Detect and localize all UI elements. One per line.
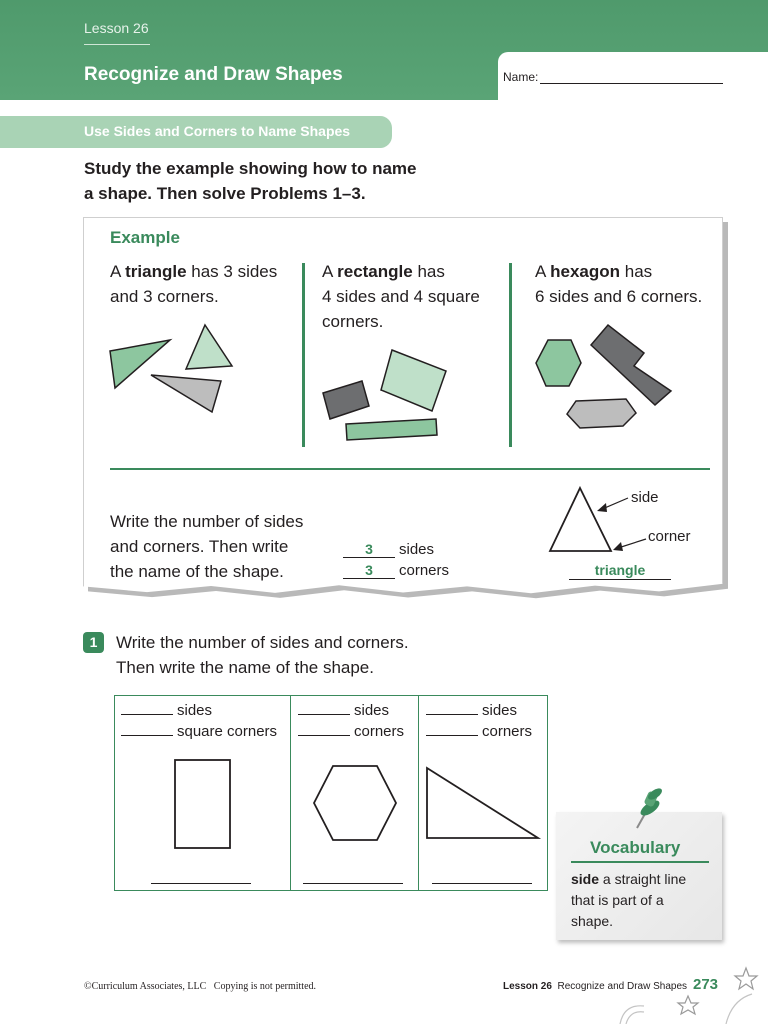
cell1-name-blank[interactable] [151,883,251,884]
problem-triangle-shape [427,768,538,838]
problem-hexagon-shape [314,766,396,840]
example-corners-label: corners [399,562,450,579]
col1-post: has 3 sides [186,262,278,281]
footer-lesson [503,981,687,992]
cell2-sides-label: sides [354,702,390,719]
problem-rectangle-shape [175,760,230,848]
col2-post: has [412,262,445,281]
example-sides-label: sides [399,541,435,558]
example-label: Example [110,228,180,247]
pushpin-icon [628,786,668,836]
page-title: Recognize and Draw Shapes [84,64,343,85]
vocabulary-term: side [571,871,600,887]
problem-1-line-2: Then write the name of the shape. [116,658,374,677]
col3-line2: 6 sides and 6 corners. [535,287,703,306]
cell3-name-blank[interactable] [432,883,532,884]
col2-pre: A [322,262,338,281]
star-icon [706,964,766,1024]
vocabulary-rule [571,861,709,863]
cell1-sides-label: sides [177,702,213,719]
vocabulary-definition [571,869,717,932]
intro-line-2: a shape. Then solve Problems 1–3. [84,184,366,203]
page-number: 273 [693,976,719,993]
vocabulary-title: Vocabulary [590,838,681,857]
term-rectangle: rectangle [337,262,413,281]
definition-line-1: a straight line [599,871,687,887]
cell2-corners-label: corners [354,723,405,740]
write-line-1: Write the number of sides [110,512,304,531]
example-corners-answer: 3 [343,562,395,579]
name-label: Name: [503,70,539,84]
col1-line2: and 3 corners. [110,287,219,306]
cell1-corners-label: square corners [177,723,278,740]
write-line-3: the name of the shape. [110,562,284,581]
definition-line-2: that is part of a [571,892,664,908]
problem-number-badge: 1 [83,632,104,653]
term-triangle: triangle [125,262,187,281]
col2-line3: corners. [322,312,384,331]
term-hexagon: hexagon [550,262,621,281]
cell3-corners-label: corners [482,723,533,740]
definition-line-3: shape. [571,913,614,929]
intro-line-1: Study the example showing how to name [84,159,417,178]
cell3-sides-label: sides [482,702,518,719]
lesson-label: Lesson 26 [84,20,149,36]
side-callout-label: side [631,489,659,506]
corner-callout-label: corner [648,528,691,545]
col3-post: has [620,262,653,281]
footer-lesson-number: Lesson 26 [503,981,552,992]
write-line-2: and corners. Then write [110,537,289,556]
col1-pre: A [110,262,126,281]
example-shape-name-answer: triangle [569,561,671,580]
copyright-notice: ©Curriculum Associates, LLC Copying is not permitted. [84,981,317,992]
col2-line2: 4 sides and 4 square [322,287,480,306]
problem-1-line-1: Write the number of sides and corners. [116,633,409,652]
col3-pre: A [535,262,551,281]
example-sides-answer: 3 [343,541,395,558]
footer-lesson-title: Recognize and Draw Shapes [557,981,688,992]
cell2-name-blank[interactable] [303,883,403,884]
section-title: Use Sides and Corners to Name Shapes [84,123,351,139]
